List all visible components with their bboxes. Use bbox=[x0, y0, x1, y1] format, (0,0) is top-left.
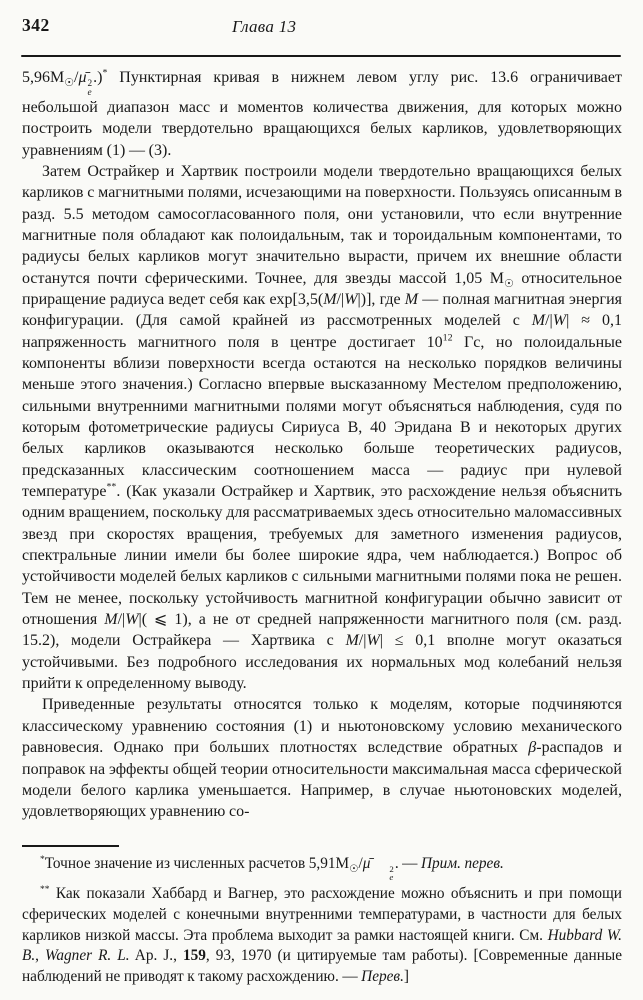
chapter-title: Глава 13 bbox=[232, 17, 297, 36]
text-segment: ☉ bbox=[349, 864, 359, 876]
page-number: 342 bbox=[22, 15, 50, 35]
text-segment: β bbox=[528, 739, 537, 757]
text-segment: |( ⩽ 1), а не от средней напряженности магнитного поля (см. разд. 15.2), модели Острайкера — Хартвика с bbox=[22, 611, 622, 650]
paragraph-ostriker-hartwick bbox=[22, 161, 622, 695]
text-segment: -распадов и поправок на эффекты общей теории относительности максимальная масса сферической модели белого карлика уменьшается. Например, в случае ньютоновских моделей, удовлетворяющих уравнению со- bbox=[22, 739, 622, 821]
text-segment: , bbox=[35, 947, 46, 965]
text-segment: Ap. J., bbox=[129, 947, 183, 965]
text-segment: μ̄ bbox=[78, 69, 87, 86]
text-segment: M bbox=[404, 290, 419, 308]
text-segment: ☉ bbox=[504, 277, 514, 290]
text-segment: — полная магнитная энергия конфигурации. (Для самой крайней из рассмотренных моделей с bbox=[22, 290, 622, 330]
text-segment: W bbox=[125, 611, 139, 629]
text-segment: |)], где bbox=[357, 290, 405, 308]
text-segment: M bbox=[323, 290, 337, 308]
header-rule bbox=[21, 55, 621, 57]
paragraph-continuation bbox=[22, 67, 622, 161]
text-segment: | ≤ 0,1 вполне могут оказаться устойчивыми. Без подробного исследования их нормальных мод колебаний нельзя прийти к определенному выводу. bbox=[22, 632, 622, 693]
text-segment: .) bbox=[93, 69, 103, 86]
text-segment: Затем Острайкер и Хартвик построили модели твердотельно вращающихся белых карликов с магнитными полями, исчезающими на поверхности. Пользуясь описанным в разд. 5.5 методом самосогласованного поля, они установили, что если внутренние магнитные поля обладают как полоидальным, так и тороидальным компонентами, то радиусы белых карликов могут значительно вырасти, причем их внешние области останутся почти сферическими. Точнее, для звезды массой 1,05 M bbox=[22, 162, 622, 287]
text-segment: 159 bbox=[182, 947, 206, 965]
text-segment: M bbox=[345, 632, 359, 650]
text-segment: /| bbox=[117, 611, 126, 629]
paragraph-results-limits bbox=[22, 694, 622, 822]
text-segment: Как показали Хаббард и Вагнер, это расхождение можно объяснить и при помощи сферических моделей с конечными внутренними температурами, в частности для белых карликов низкой массы. Эта проблема выходит за рамки настоящей книги. См. bbox=[22, 884, 622, 944]
text-segment: Перев. bbox=[361, 968, 404, 986]
text-segment: ] bbox=[403, 968, 410, 986]
sup-sub-stack: 2 e bbox=[87, 79, 93, 98]
sup-sub-stack: 2 e bbox=[389, 863, 394, 882]
text-segment: /| bbox=[336, 290, 345, 308]
footnote-2 bbox=[22, 884, 622, 988]
text-segment: μ̄ bbox=[362, 855, 371, 872]
text-segment: M bbox=[104, 611, 118, 629]
text-segment: 5,96M bbox=[22, 69, 65, 86]
text-segment: M bbox=[531, 312, 546, 330]
text-segment: /| bbox=[358, 632, 367, 650]
text-segment: / bbox=[358, 855, 363, 872]
text-segment: W bbox=[552, 312, 567, 330]
footnote-1 bbox=[22, 854, 622, 881]
text-segment: /| bbox=[545, 312, 553, 330]
text-segment: W bbox=[366, 632, 380, 650]
text-segment: / bbox=[73, 69, 79, 86]
text-segment: Пунктирная кривая в нижнем левом углу рис. 13.6 ограничивает небольшой диапазон масс и моментов количества движения, для которых можно построить модели твердотельно вращающихся белых карликов, удовлетворяющих уравнениям (1) — (3). bbox=[22, 69, 622, 159]
text-segment: W bbox=[344, 290, 358, 308]
text-segment: * bbox=[40, 854, 45, 865]
text-segment: ** bbox=[106, 481, 117, 493]
body-text bbox=[22, 67, 622, 841]
text-segment: | ≈ 0,1 напряженность магнитного поля в центре достигает 10 bbox=[22, 312, 622, 351]
text-segment: . — bbox=[394, 855, 421, 872]
text-segment: , 93, 1970 (и цитируемые там работы). [Современные данные наблюдений не приводят к такому расхождению. — bbox=[22, 947, 622, 986]
text-segment: Прим. перев. bbox=[420, 855, 504, 872]
text-segment: Точное значение из численных расчетов 5,91M bbox=[44, 855, 350, 872]
footnote-rule bbox=[22, 845, 119, 847]
text-segment: * bbox=[102, 67, 108, 79]
text-segment: . (Как указали Острайкер и Хартвик, это расхождение нельзя объяснить одним вращением, поскольку для рассматриваемых здесь относительно маломассивных звезд при скоростях вращения, требуемых для заметного изменения радиусов, спектральные линии имели бы более широкие ядра, чем наблюдается.) Вопрос об устойчивости моделей белых карликов с сильными магнитными полями пока не решен. Тем не менее, поскольку устойчивость магнитной конфигурации обычно зависит от отношения bbox=[22, 483, 622, 629]
text-segment: 12 bbox=[442, 332, 453, 344]
text-segment: ☉ bbox=[64, 77, 74, 90]
text-segment: Приведенные результаты относятся только к моделям, которые подчиняются классическому уравнению состояния (1) и ньютоновскому условию механического равновесия. Однако при больших плотностях вследствие обратных bbox=[22, 696, 622, 757]
text-segment: ** bbox=[40, 884, 50, 895]
page-header bbox=[22, 15, 622, 39]
text-segment: Гс, но полоидальные компоненты вблизи поверхности всегда остаются на несколько порядков величины меньше этого значения.) Согласно впервые высказанному Местелом предположению, сильными внутренними магнитными полями могут объясняться наблюдения, судя по которым фотометрические радиусы Сириуса B, 40 Эридана B и некоторых других белых карликов оказываются несколько больше теоретических радиусов, предсказанных классическим соотношением масса — радиус при нулевой температуре bbox=[22, 333, 622, 501]
footnotes-block bbox=[22, 854, 622, 994]
text-segment: относительное приращение радиуса ведет себя как exp[3,5( bbox=[22, 269, 622, 308]
text-segment: Wagner R. L. bbox=[45, 947, 130, 965]
text-segment: Hubbard W. B. bbox=[22, 926, 622, 965]
